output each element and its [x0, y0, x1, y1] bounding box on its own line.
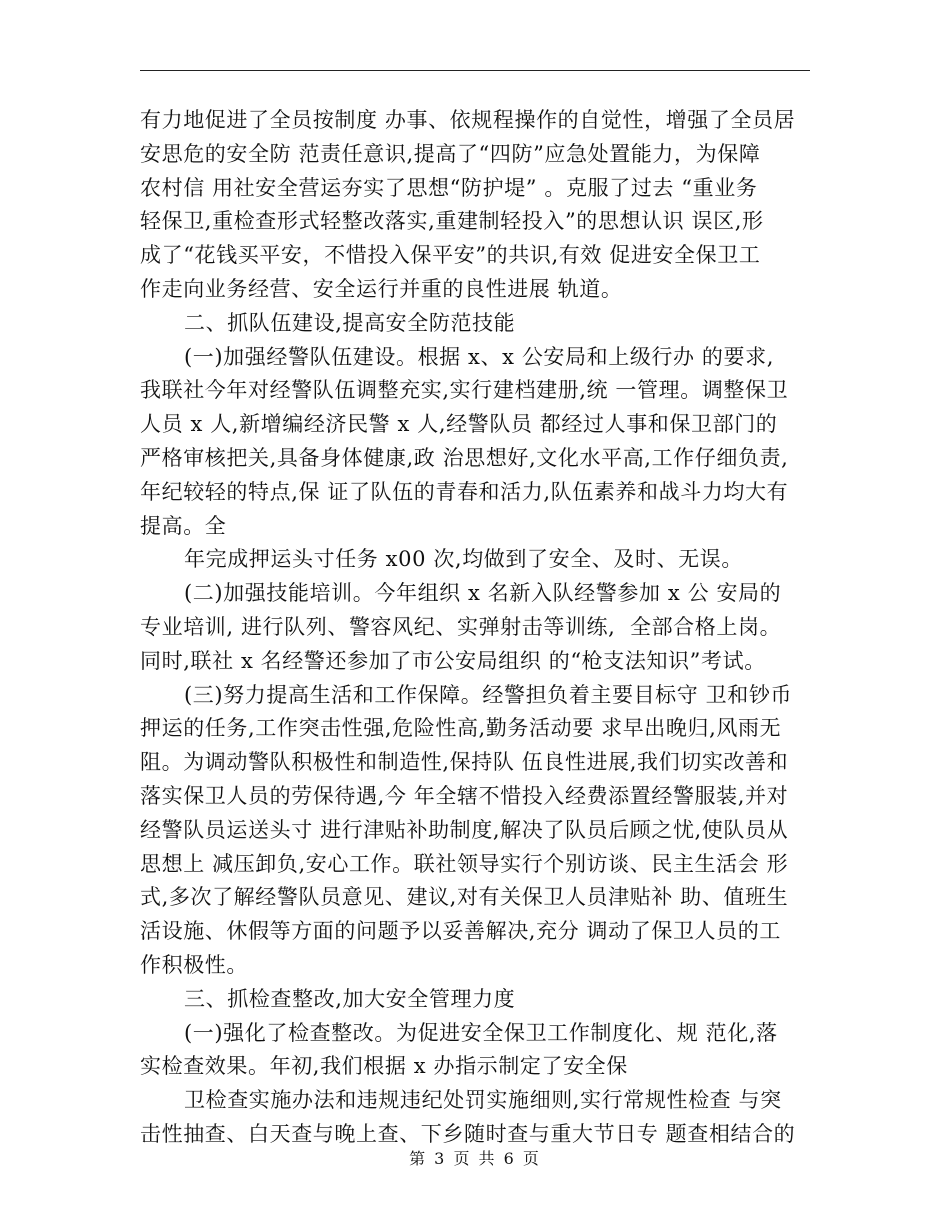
text-line: 击性抽查、白天查与晚上查、下乡随时查与重大节日专 题查相结合的	[140, 1121, 796, 1146]
text-line: 阻。为调动警队积极性和制造性,保持队 伍良性进展,我们切实改善和	[140, 750, 789, 775]
text-line: 作积极性。	[140, 952, 248, 977]
text-line: (一)强化了检查整改。为促进安全保卫工作制度化、规 范化,落	[184, 1020, 778, 1045]
text-line: 我联社今年对经警队伍调整充实,实行建档建册,统 一管理。调整保卫	[140, 378, 789, 403]
text-line: 提高。全	[140, 513, 227, 538]
text-line: 活设施、休假等方面的问题予以妥善解决,充分 调动了保卫人员的工	[140, 919, 781, 944]
text-line: 押运的任务,工作突击性强,危险性高,勤务活动要 求早出晚归,风雨无	[140, 716, 782, 741]
page-number: 第 3 页 共 6 页	[409, 1149, 541, 1168]
text-line: 经警队员运送头寸 进行津贴补助制度,解决了队员后顾之忧,使队员从	[140, 817, 789, 842]
text-line: 严格审核把关,具备身体健康,政 治思想好,文化水平高,工作仔细负责,	[140, 445, 789, 470]
text-line: 有力地促进了全员按制度 办事、依规程操作的自觉性，增强了全员居	[140, 108, 796, 132]
text-line: (二)加强技能培训。今年组织 x 名新入队经警参加 x 公 安局的	[184, 581, 782, 606]
text-line: 年纪较轻的特点,保 证了队伍的青春和活力,队伍素养和战斗力均大有	[140, 479, 789, 504]
text-line: 同时,联社 x 名经警还参加了市公安局组织 的“枪支法知识”考试。	[140, 648, 766, 673]
text-line: 专业培训, 进行队列、警容风纪、实弹射击等训练, 全部合格上岗。	[140, 614, 782, 639]
text-line: 思想上 减压卸负,安心工作。联社领导实行个别访谈、民主生活会 形	[140, 851, 789, 876]
text-line: 卫检查实施办法和违规违纪处罚实施细则,实行常规性检查 与突	[184, 1088, 782, 1113]
text-line: (三)努力提高生活和工作保障。经警担负着主要目标守 卫和钞币	[184, 682, 793, 707]
text-line: 轻保卫,重检查形式轻整改落实,重建制轻投入”的思想认识 误区,形	[140, 209, 764, 234]
document-body	[140, 104, 840, 1152]
text-line: 实检查效果。年初,我们根据 x 办指示制定了安全保	[140, 1054, 628, 1079]
text-line: 成了“花钱买平安，不惜投入保平安”的共识,有效 促进安全保卫工	[140, 243, 761, 268]
text-line: (一)加强经警队伍建设。根据 x、x 公安局和上级行办 的要求,	[184, 344, 774, 369]
text-line: 农村信 用社安全营运夯实了思想“防护堤” 。克服了过去 “重业务	[140, 175, 758, 200]
header-rule	[140, 70, 810, 71]
text-line: 年完成押运头寸任务 x00 次,均做到了安全、及时、无误。	[184, 547, 743, 572]
text-line: 作走向业务经营、安全运行并重的良性进展 轨道。	[140, 276, 623, 301]
text-line: 二、抓队伍建设,提高安全防范技能	[184, 310, 516, 335]
text-line: 安思危的安全防 范责任意识,提高了“四防”应急处置能力，为保障	[140, 141, 761, 166]
text-line: 式,多次了解经警队员意见、建议,对有关保卫人员津贴补 助、值班生	[140, 885, 789, 910]
text-line: 落实保卫人员的劳保待遇,今 年全辖不惜投入经费添置经警服装,并对	[140, 783, 789, 808]
text-line: 人员 x 人,新增编经济民警 x 人,经警队员 都经过人事和保卫部门的	[140, 412, 778, 437]
text-line: 三、抓检查整改,加大安全管理力度	[184, 986, 516, 1011]
